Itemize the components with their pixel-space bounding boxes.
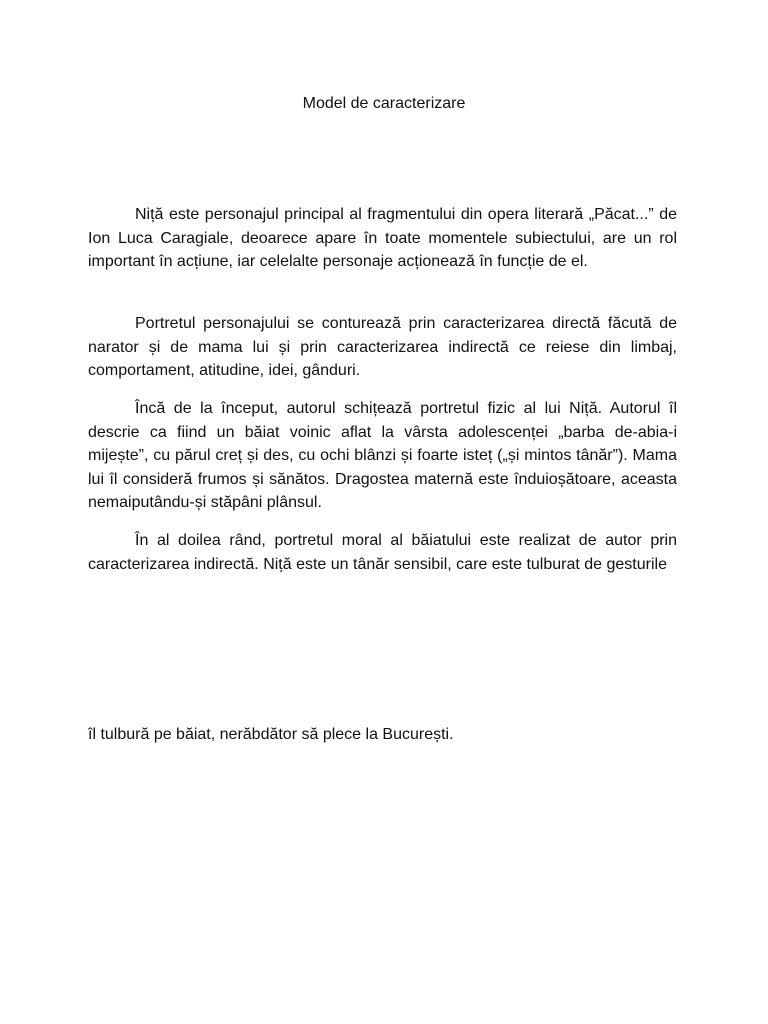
paragraph-physical-portrait: Încă de la început, autorul schițează portretul fizic al lui Niță. Autorul îl descrie ca fiind un băiat voinic aflat la vârsta adolescenței „barba de-abia-i mijește”, cu părul creț și des, cu ochi blânzi și foarte isteț („și mintos tânăr”). Mama lui îl consideră frumos și sănătos. Dragostea maternă este înduioșătoare, aceasta nemaiputându-și stăpâni plânsul. xyxy=(88,400,677,512)
paragraph-intro: Niță este personajul principal al fragmentului din opera literară „Păcat...” de Ion Luca Caragiale, deoarece apare în toate momentele subiectului, are un rol important în acțiune, iar celelalte personaje acționează în funcție de el. xyxy=(88,206,677,271)
paragraph-moral-portrait: În al doilea rând, portretul moral al băiatului este realizat de autor prin caracterizarea indirectă. Niță este un tânăr sensibil, care este tulburat de gesturile xyxy=(88,532,677,573)
paragraph-portrait: Portretul personajului se conturează prin caracterizarea directă făcută de narator și de mama lui și prin caracterizarea indirectă ce reiese din limbaj, comportament, atitudine, idei, gânduri. xyxy=(88,315,677,380)
paragraph-fragment: îl tulbură pe băiat, nerăbdător să plece la București. xyxy=(88,726,454,743)
document-title: Model de caracterizare xyxy=(302,95,466,112)
